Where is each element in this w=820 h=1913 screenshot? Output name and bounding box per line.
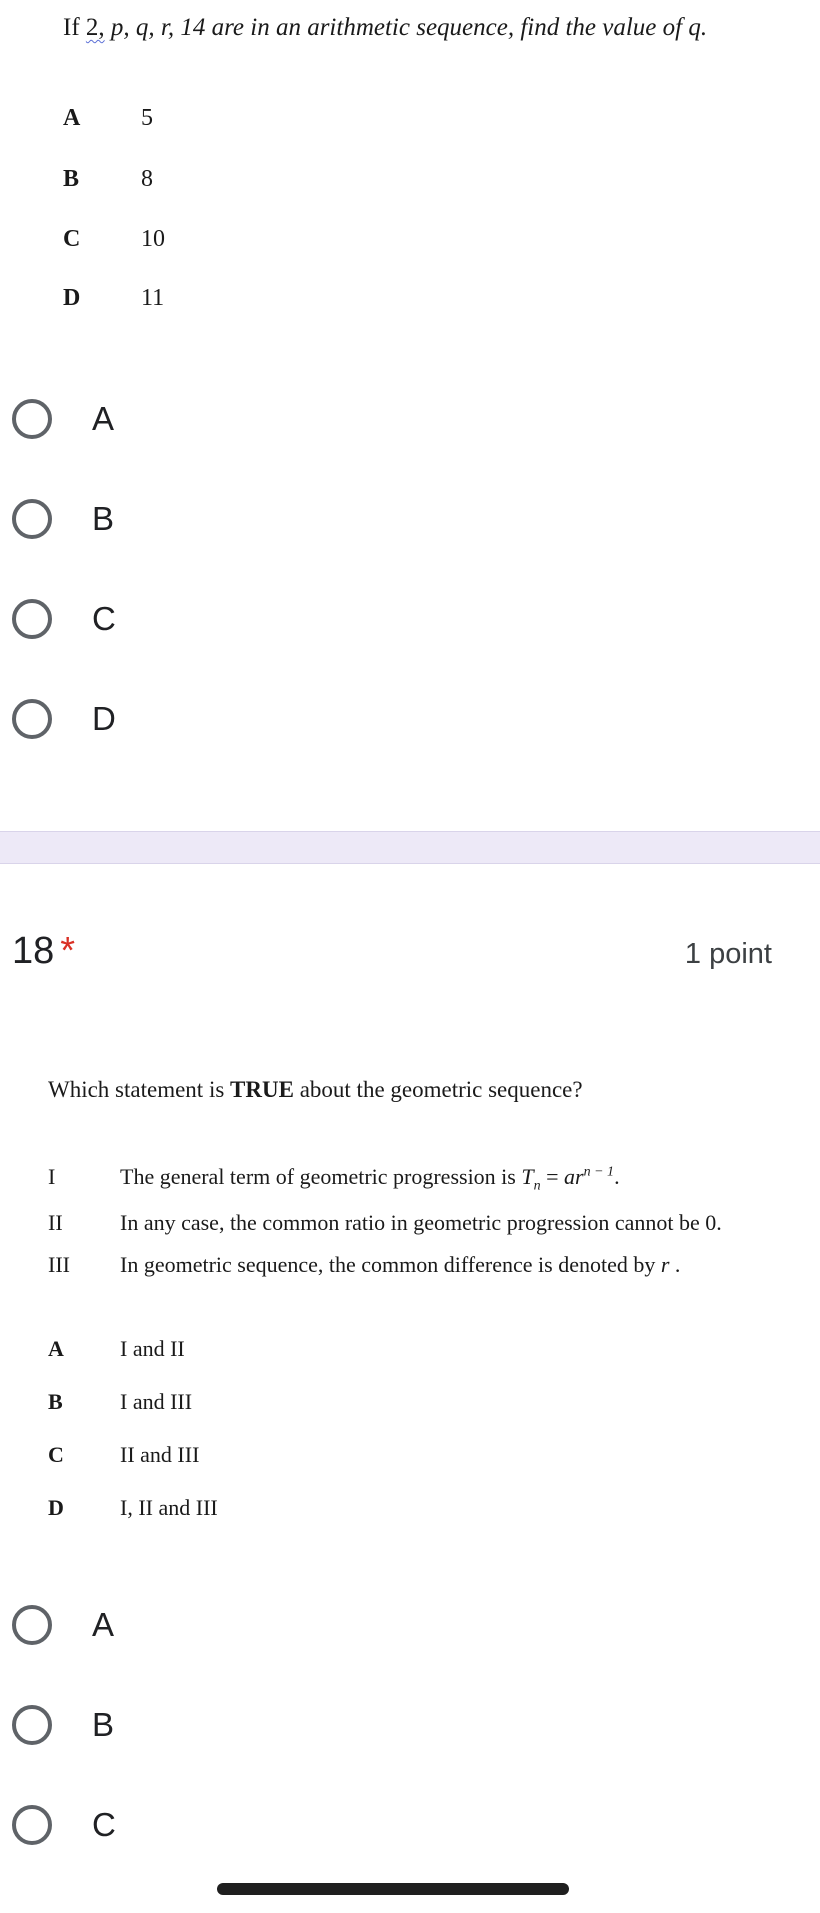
radio-unchecked-icon[interactable] <box>12 1705 52 1745</box>
radio-unchecked-icon[interactable] <box>12 499 52 539</box>
q17-question-text: If 2, p, q, r, 14 are in an arithmetic sequence, find the value of q. <box>63 14 708 41</box>
radio-label: B <box>92 500 115 537</box>
radio-label: C <box>92 600 116 637</box>
statement-ii: II In any case, the common ratio in geometric progression cannot be 0. <box>48 1210 722 1235</box>
q17-radio-choice-d[interactable] <box>12 694 116 744</box>
question-points: 1 point <box>684 938 772 970</box>
general-term-formula: $T_n = ar^{n - 1}$. <box>521 1164 620 1194</box>
radio-label: A <box>92 400 115 437</box>
q17-option-b: B 8 <box>63 166 153 192</box>
radio-label: C <box>92 1806 116 1843</box>
q17-radio-choice-a[interactable] <box>12 394 114 444</box>
radio-unchecked-icon[interactable] <box>12 1605 52 1645</box>
q18-option-d: D I, II and III <box>48 1495 218 1520</box>
q18-radio-choice-b[interactable] <box>12 1700 114 1750</box>
q18-option-c: C II and III <box>48 1442 200 1467</box>
radio-unchecked-icon[interactable] <box>12 599 52 639</box>
radio-label: D <box>92 700 116 737</box>
question-divider <box>0 831 820 864</box>
q18-radio-choice-a[interactable] <box>12 1600 114 1650</box>
q18-question-text: Which statement is TRUE about the geometric sequence? <box>48 1077 583 1102</box>
q18-option-a: A I and II <box>48 1336 185 1361</box>
statement-iii: III In geometric sequence, the common difference is denoted by r . <box>48 1252 681 1277</box>
spellcheck-underline: 2, <box>85 14 105 41</box>
q17-option-c: C 10 <box>63 226 165 252</box>
required-asterisk: * <box>60 930 76 972</box>
q18-option-b: B I and III <box>48 1389 193 1414</box>
question-number: 18 * <box>12 930 76 972</box>
radio-label: B <box>92 1706 115 1743</box>
q17-radio-choice-c[interactable] <box>12 594 116 644</box>
home-indicator[interactable] <box>217 1883 569 1895</box>
q17-radio-choice-b[interactable] <box>12 494 114 544</box>
q17-option-d: D 11 <box>63 285 165 311</box>
radio-label: A <box>92 1606 115 1643</box>
radio-unchecked-icon[interactable] <box>12 1805 52 1845</box>
q18-radio-choice-c[interactable] <box>12 1800 116 1850</box>
radio-unchecked-icon[interactable] <box>12 399 52 439</box>
q17-option-a: A 5 <box>63 105 153 131</box>
radio-unchecked-icon[interactable] <box>12 699 52 739</box>
statement-i: I The general term of geometric progression is $T_n = ar^{n - 1}$. <box>48 1164 620 1194</box>
